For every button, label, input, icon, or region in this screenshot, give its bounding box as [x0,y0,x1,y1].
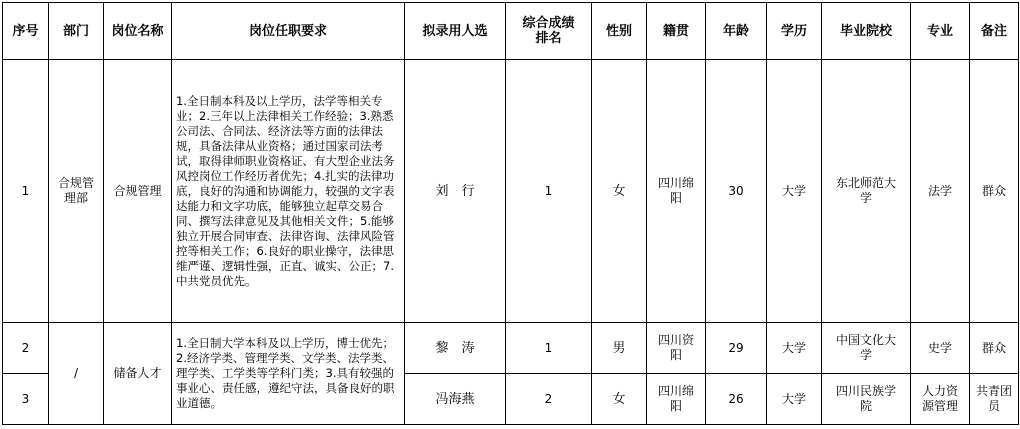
cell-major: 史学 [911,323,970,374]
header-age: 年龄 [706,3,767,60]
cell-origin: 四川绵阳 [647,374,706,425]
cell-school: 四川民族学院 [822,374,911,425]
header-origin: 籍贯 [647,3,706,60]
header-rank-line1: 综合成绩 [522,16,575,31]
table-row [3,60,1019,323]
header-education: 学历 [767,3,822,60]
cell-remark: 共青团员 [970,374,1019,425]
cell-age: 30 [706,60,767,323]
recruitment-table [2,2,1019,425]
cell-candidate: 刘 行 [405,60,506,323]
cell-position: 储备人才 [104,323,172,425]
header-gender: 性别 [592,3,647,60]
cell-education: 大学 [767,323,822,374]
cell-gender: 女 [592,374,647,425]
cell-position: 合规管理 [104,60,172,323]
cell-no: 1 [3,60,49,323]
cell-rank: 1 [506,60,592,323]
header-requirements: 岗位任职要求 [172,3,405,60]
cell-age: 29 [706,323,767,374]
cell-rank: 1 [506,323,592,374]
cell-rank: 2 [506,374,592,425]
cell-origin: 四川绵阳 [647,60,706,323]
cell-origin: 四川资阳 [647,323,706,374]
header-remark: 备注 [970,3,1019,60]
cell-education: 大学 [767,374,822,425]
header-major: 专业 [911,3,970,60]
cell-school: 中国文化大学 [822,323,911,374]
cell-no: 2 [3,323,49,374]
header-dept: 部门 [49,3,104,60]
cell-requirements: 1.全日制大学本科及以上学历，博士优先；2.经济学类、管理学类、文学类、法学类、理学类、工学类等学科门类；3.具有较强的事业心、责任感，遵纪守法，具备良好的职业道德。 [172,323,405,425]
table-row [3,323,1019,374]
cell-school: 东北师范大学 [822,60,911,323]
header-rank-line2: 排名 [535,31,562,46]
cell-education: 大学 [767,60,822,323]
header-row [3,3,1019,60]
cell-remark: 群众 [970,323,1019,374]
header-position: 岗位名称 [104,3,172,60]
header-no: 序号 [3,3,49,60]
cell-dept: / [49,323,104,425]
cell-major: 法学 [911,60,970,323]
cell-candidate: 黎 涛 [405,323,506,374]
cell-gender: 女 [592,60,647,323]
cell-dept: 合规管理部 [49,60,104,323]
cell-remark: 群众 [970,60,1019,323]
header-school: 毕业院校 [822,3,911,60]
cell-major: 人力资源管理 [911,374,970,425]
cell-requirements: 1.全日制本科及以上学历，法学等相关专业；2.三年以上法律相关工作经验；3.熟悉公司法、合同法、经济法等方面的法律法规，具备法律从业资格；通过国家司法考试，取得律师职业资格证、有大型企业法务风控岗位工作经历者优先；4.扎实的法律功底，良好的沟通和协调能力，较强的文字表达能力和文字功底，能够独立起草交易合同、撰写法律意见及其他相关文件；5.能够独立开展合同审查、法律咨询、法律风险管控等相关工作；6.良好的职业操守，法律思维严谨、逻辑性强，正直、诚实、公正；7.中共党员优先。 [172,60,405,323]
cell-age: 26 [706,374,767,425]
cell-gender: 男 [592,323,647,374]
header-rank [506,3,592,60]
header-candidate: 拟录用人选 [405,3,506,60]
cell-no: 3 [3,374,49,425]
cell-candidate: 冯海燕 [405,374,506,425]
